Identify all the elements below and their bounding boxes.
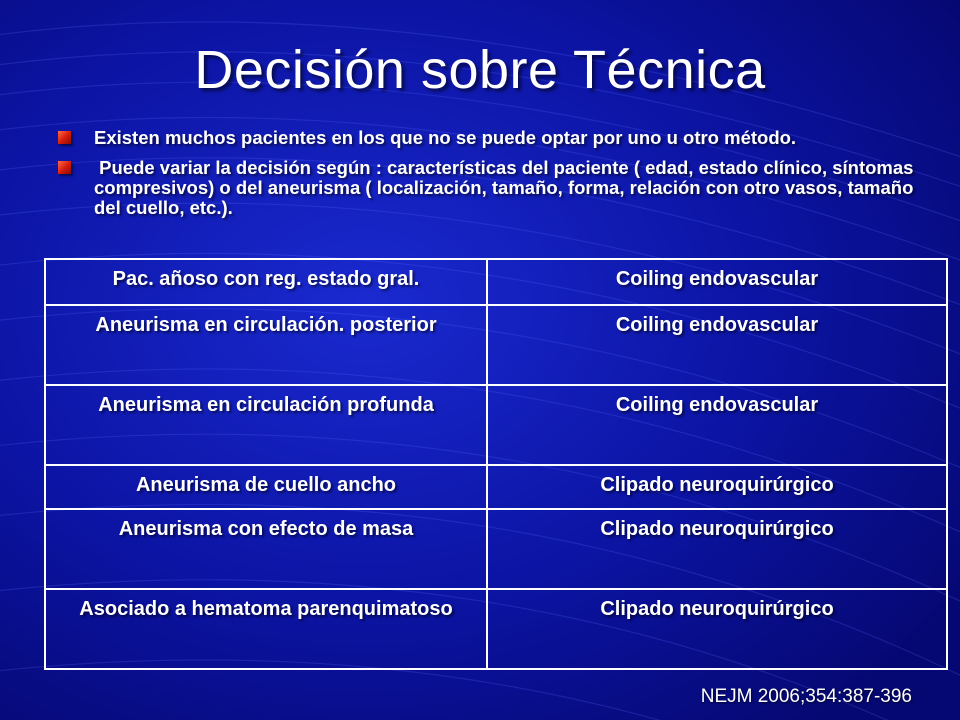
technique-cell: Clipado neuroquirúrgico — [487, 509, 947, 589]
table-row — [45, 465, 947, 509]
technique-cell: Clipado neuroquirúrgico — [487, 589, 947, 669]
citation: NEJM 2006;354:387-396 — [700, 686, 912, 707]
decision-table — [44, 258, 948, 670]
table-row — [45, 385, 947, 465]
condition-cell: Aneurisma en circulación profunda — [45, 385, 487, 465]
condition-cell: Aneurisma con efecto de masa — [45, 509, 487, 589]
bullet-list — [58, 128, 918, 228]
table-row — [45, 305, 947, 385]
square-bullet-icon — [58, 131, 71, 144]
bullet-item — [58, 158, 918, 218]
technique-cell: Coiling endovascular — [487, 385, 947, 465]
technique-cell: Coiling endovascular — [487, 305, 947, 385]
table-row — [45, 509, 947, 589]
bullet-item — [58, 128, 918, 148]
square-bullet-icon — [58, 161, 71, 174]
condition-cell: Aneurisma de cuello ancho — [45, 465, 487, 509]
technique-cell: Clipado neuroquirúrgico — [487, 465, 947, 509]
condition-cell: Asociado a hematoma parenquimatoso — [45, 589, 487, 669]
table-row — [45, 259, 947, 305]
bullet-text: Existen muchos pacientes en los que no se puede optar por uno u otro método. — [94, 127, 797, 148]
condition-cell: Aneurisma en circulación. posterior — [45, 305, 487, 385]
bullet-text: Puede variar la decisión según : características del paciente ( edad, estado clínico, síntomas compresivos) o del aneurisma ( localización, tamaño, forma, relación con otro vasos, tamaño del cuello, etc.). — [94, 157, 919, 218]
technique-cell: Coiling endovascular — [487, 259, 947, 305]
condition-cell: Pac. añoso con reg. estado gral. — [45, 259, 487, 305]
slide-title: Decisión sobre Técnica — [194, 40, 766, 100]
table-row — [45, 589, 947, 669]
